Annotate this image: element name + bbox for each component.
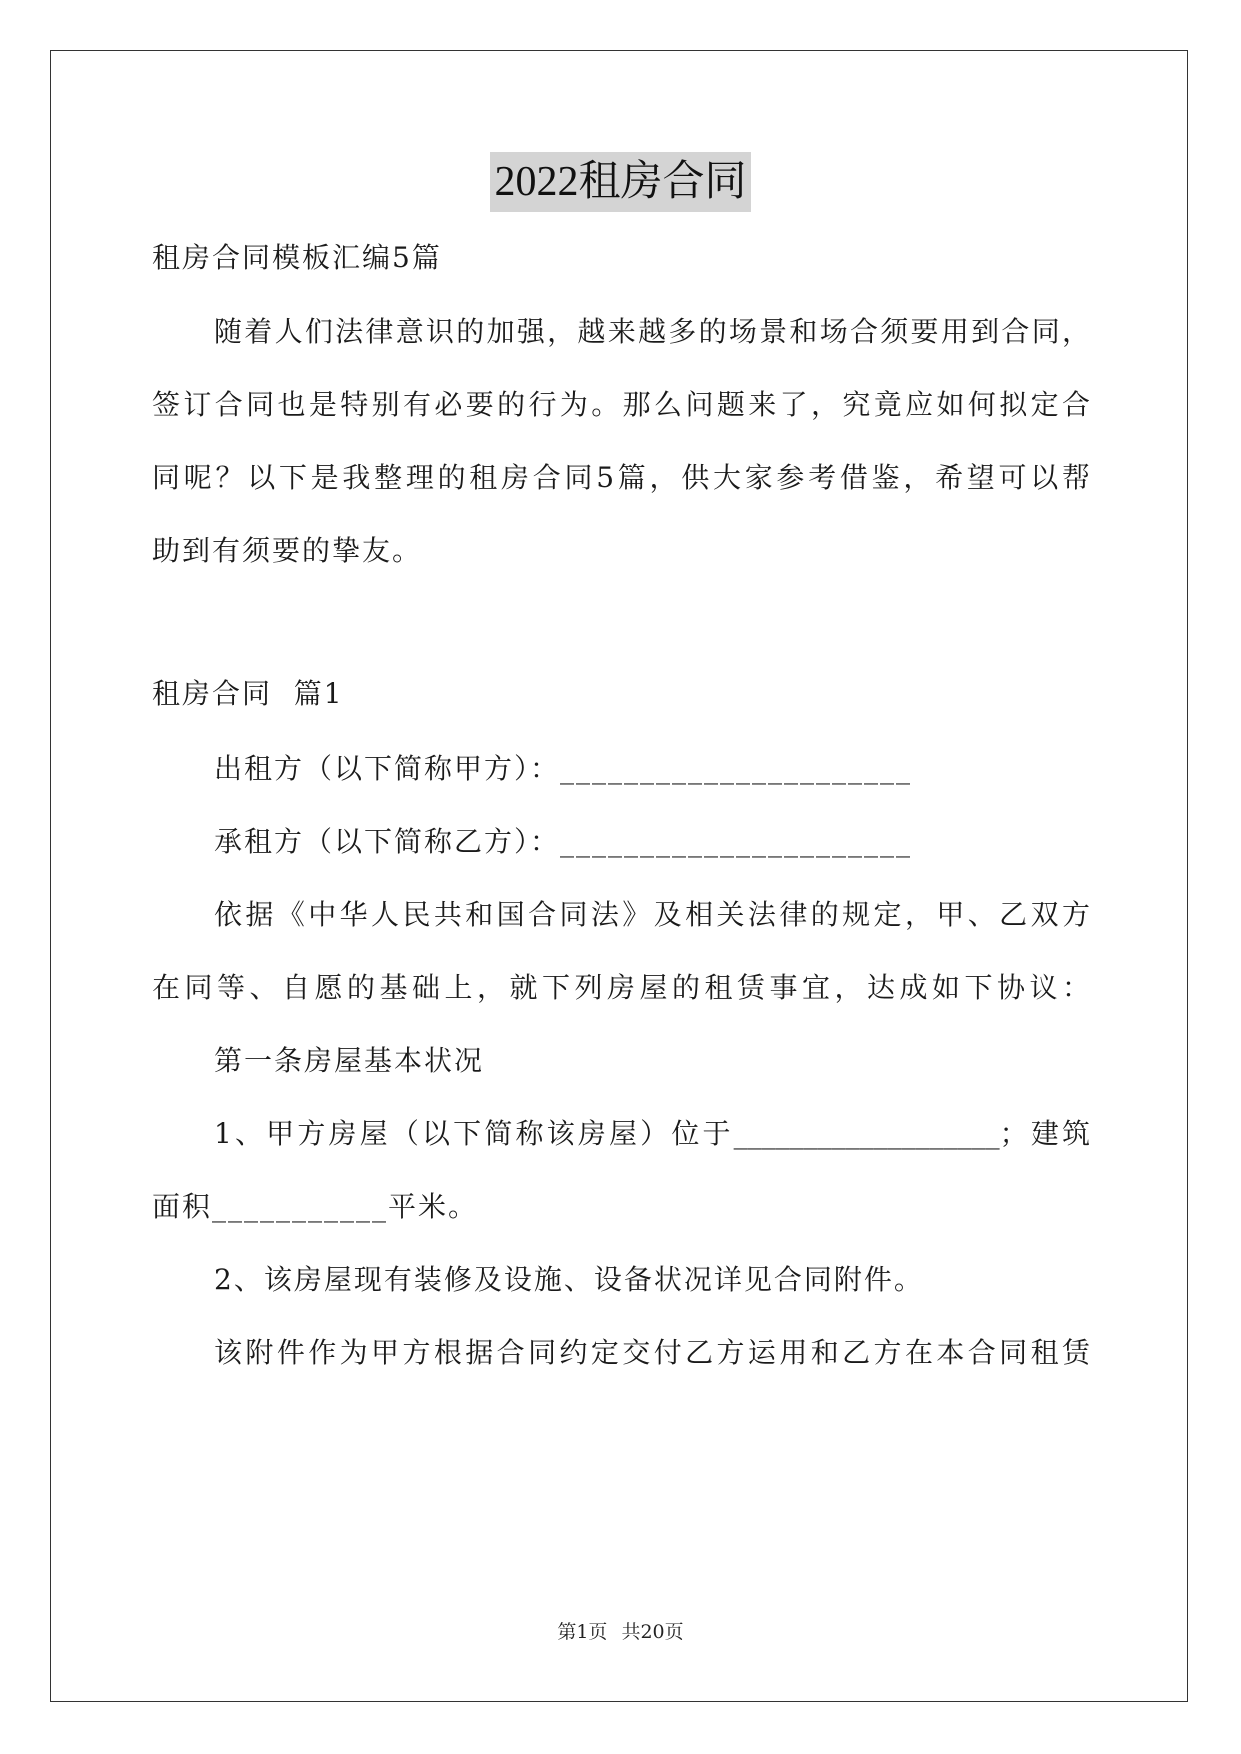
intro-line-1: 随着人们法律意识的加强，越来越多的场景和场合须要用到合同， xyxy=(214,315,1090,348)
section-heading: 租房合同 篇1 xyxy=(152,677,344,710)
page-number: 第1页 xyxy=(557,1621,608,1643)
body-line-7: 面积___________平米。 xyxy=(152,1190,479,1223)
body-line-4: 在同等、自愿的基础上，就下列房屋的租赁事宜，达成如下协议： xyxy=(152,971,1090,1004)
page-total: 共20页 xyxy=(621,1621,684,1643)
article-heading: 第一条房屋基本状况 xyxy=(214,1044,485,1077)
body-line-6: 1、甲方房屋（以下简称该房屋）位于___________________；建筑 xyxy=(214,1117,1090,1150)
lessee-field: 承租方（以下简称乙方）：______________________ xyxy=(214,825,913,858)
page-footer xyxy=(0,1620,1241,1644)
document-subtitle: 租房合同模板汇编5篇 xyxy=(152,241,442,274)
body-line-8: 2、该房屋现有装修及设施、设备状况详见合同附件。 xyxy=(214,1263,924,1296)
intro-line-2: 签订合同也是特别有必要的行为。那么问题来了，究竟应如何拟定合 xyxy=(152,388,1090,421)
page-border xyxy=(50,50,1188,1702)
document-title: 2022租房合同 xyxy=(490,152,750,212)
lessor-field: 出租方（以下简称甲方）：______________________ xyxy=(214,752,913,785)
intro-line-4: 助到有须要的挚友。 xyxy=(152,534,423,567)
body-line-9: 该附件作为甲方根据合同约定交付乙方运用和乙方在本合同租赁 xyxy=(214,1336,1090,1369)
intro-line-3: 同呢？以下是我整理的租房合同5篇，供大家参考借鉴，希望可以帮 xyxy=(152,461,1090,494)
body-line-3: 依据《中华人民共和国合同法》及相关法律的规定，甲、乙双方 xyxy=(214,898,1090,931)
